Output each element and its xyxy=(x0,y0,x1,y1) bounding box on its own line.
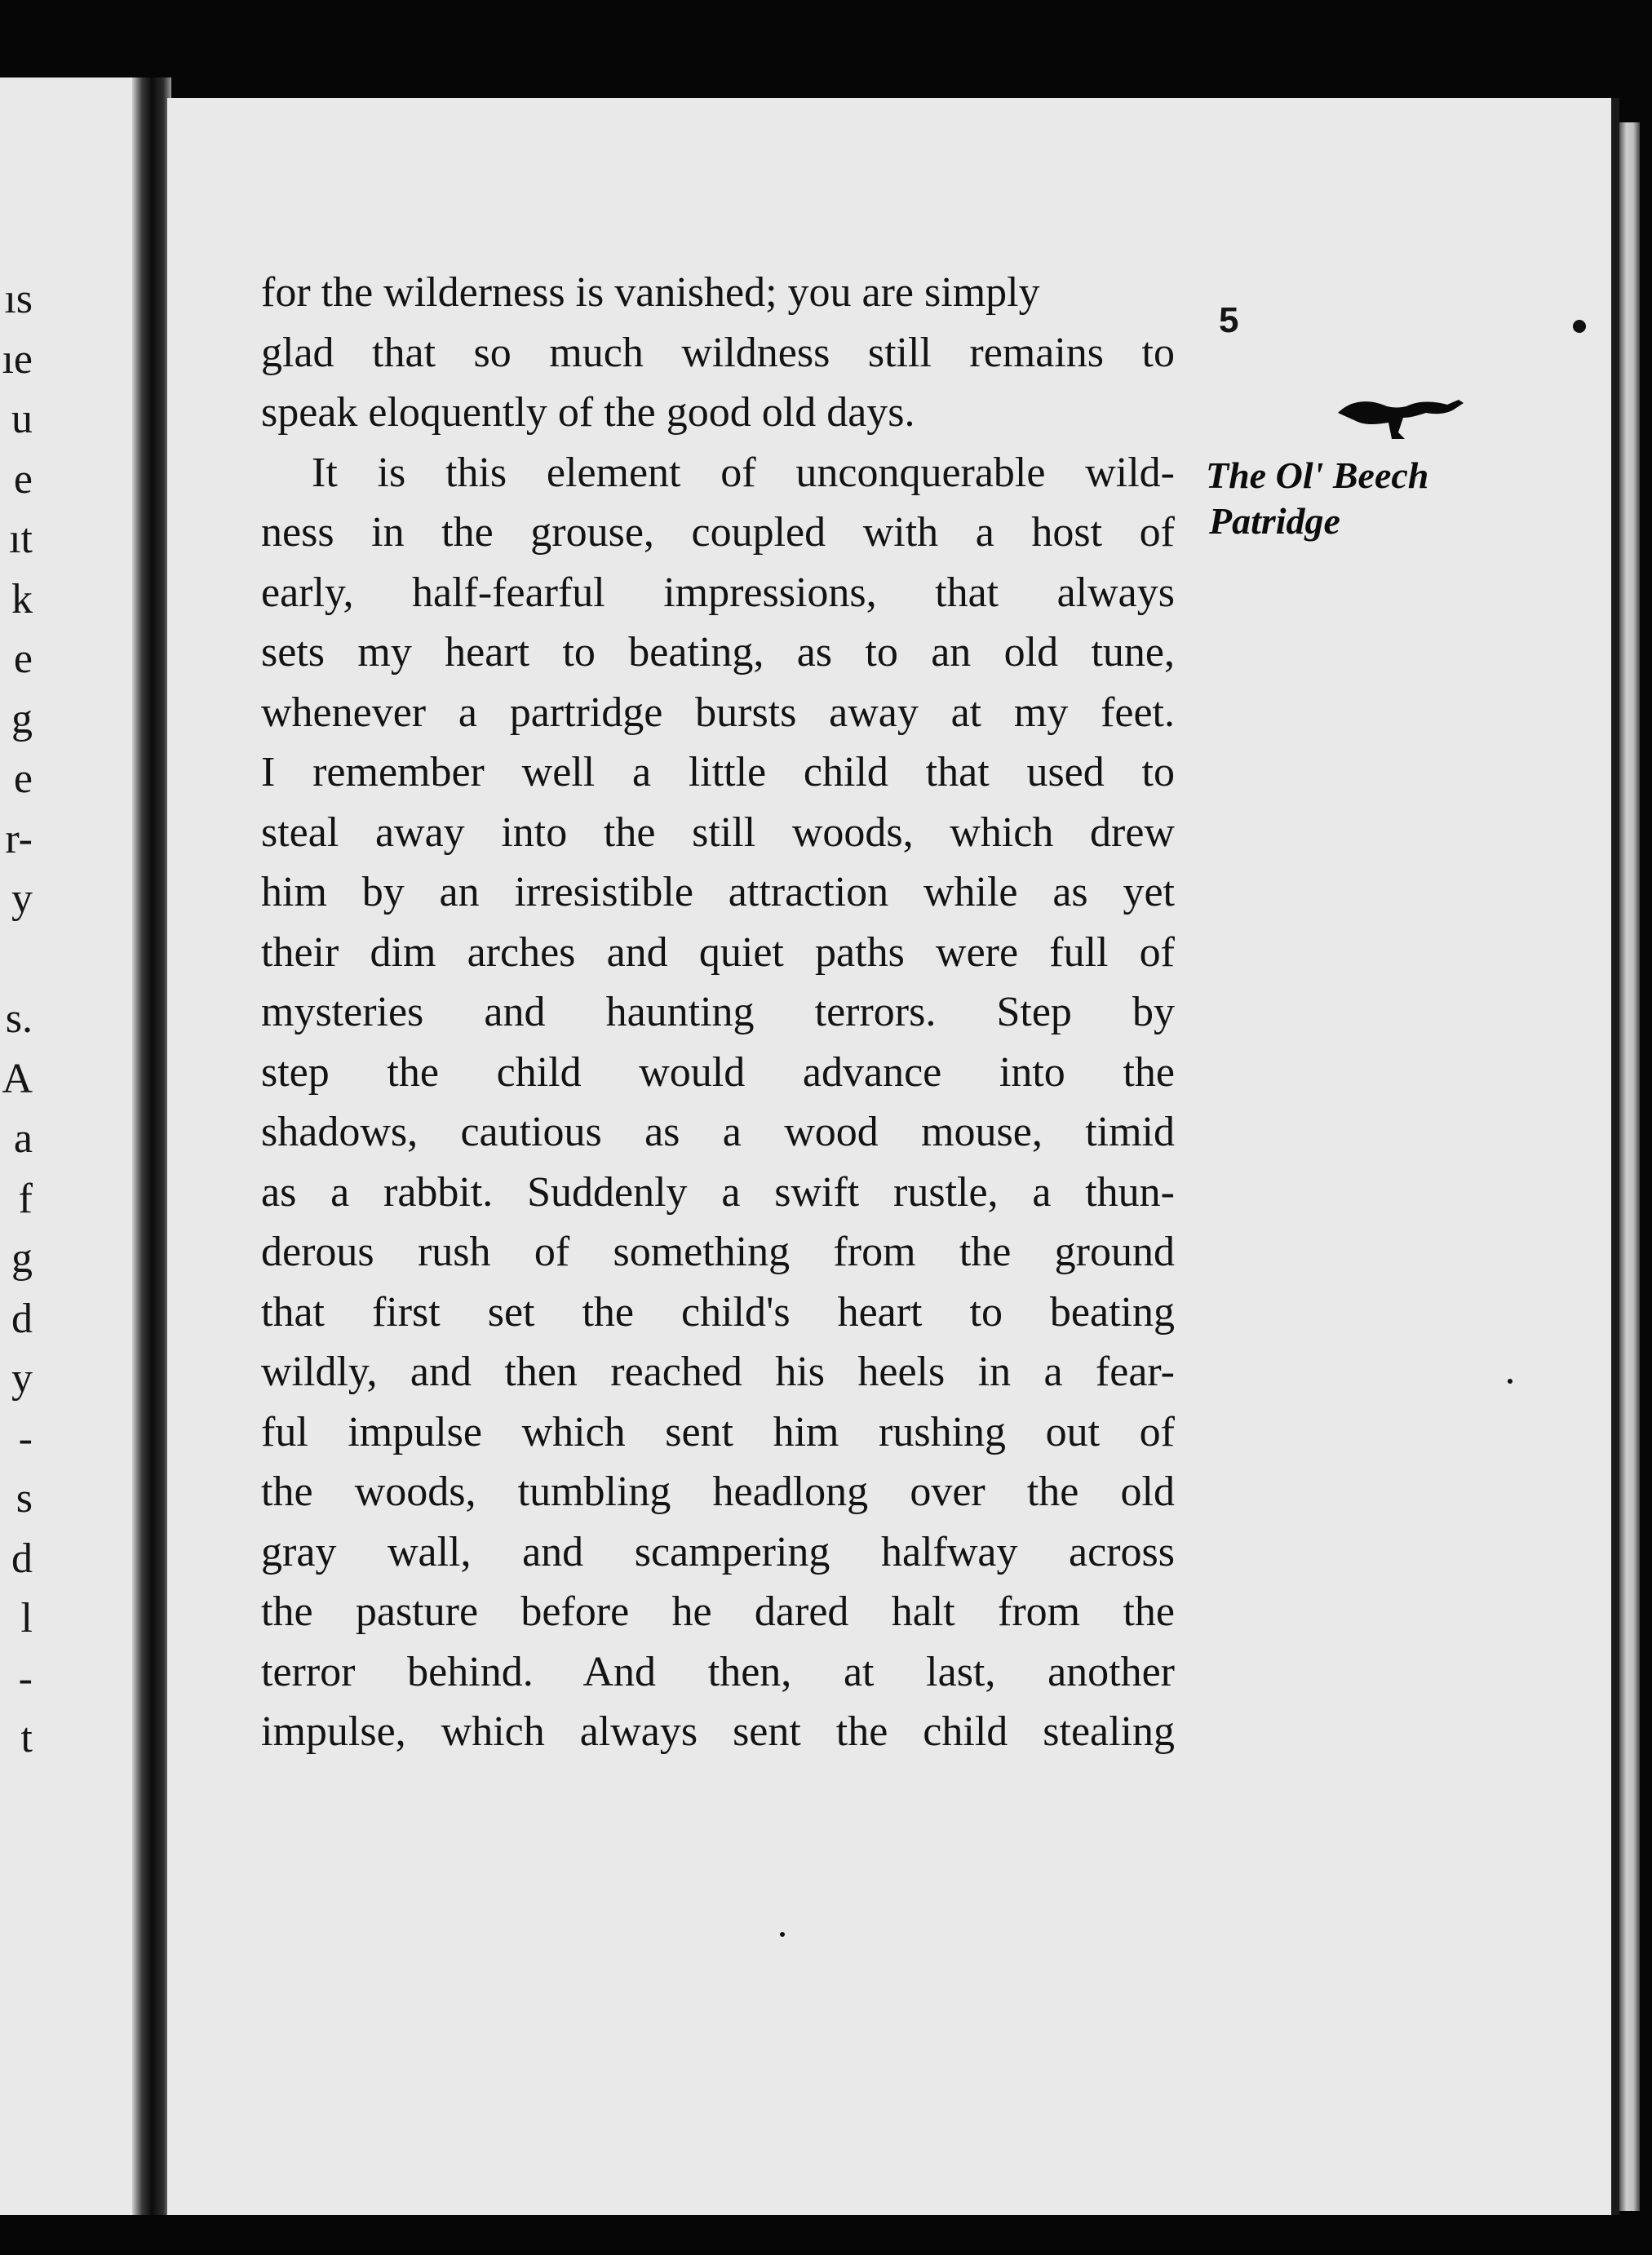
running-title-line: The Ol' Beech xyxy=(1206,454,1429,496)
text-line: shadows, cautious as a wood mouse, timid xyxy=(261,1109,1175,1155)
left-fragment: s. xyxy=(5,995,33,1042)
left-fragment: ıs xyxy=(4,276,33,322)
left-fragment: k xyxy=(11,575,33,622)
text-line: the woods, tumbling headlong over the old xyxy=(261,1469,1175,1515)
text-line: early, half-fearful impressions, that always xyxy=(261,569,1175,616)
left-fragment: e xyxy=(13,755,33,802)
text-line: It is this element of unconquerable wild- xyxy=(312,449,1175,496)
running-title xyxy=(1206,453,1516,544)
left-fragment: y xyxy=(11,875,33,922)
left-fragment: g xyxy=(11,695,33,742)
left-fragment: e xyxy=(13,636,33,682)
ink-speck xyxy=(780,1932,785,1937)
ink-speck xyxy=(1573,320,1586,333)
text-line: terror behind. And then, at last, another xyxy=(261,1648,1175,1695)
text-line: him by an irresistible attraction while as yet xyxy=(261,869,1175,915)
text-line: ness in the grouse, coupled with a host of xyxy=(261,509,1175,556)
body-text xyxy=(261,263,1175,1762)
left-fragment: y xyxy=(11,1355,33,1402)
text-line: sets my heart to beating, as to an old tune, xyxy=(261,629,1175,676)
left-fragment: e xyxy=(13,455,33,503)
left-fragment: r- xyxy=(5,815,33,862)
left-fragment: a xyxy=(13,1115,33,1162)
text-line: as a rabbit. Suddenly a swift rustle, a thun- xyxy=(261,1168,1175,1216)
left-fragment xyxy=(0,929,33,990)
left-fragment: s xyxy=(16,1475,33,1522)
text-line: speak eloquently of the good old days. xyxy=(261,389,915,436)
left-page-fragments xyxy=(0,269,33,1769)
text-line: gray wall, and scampering halfway across xyxy=(261,1528,1175,1575)
text-line: ful impulse which sent him rushing out of xyxy=(261,1408,1175,1455)
page-edge xyxy=(1619,122,1640,2211)
text-line: glad that so much wildness still remains to xyxy=(261,329,1175,376)
left-fragment: g xyxy=(11,1235,33,1282)
left-fragment: A xyxy=(2,1055,33,1102)
left-fragment: u xyxy=(11,396,33,442)
text-line: their dim arches and quiet paths were full of xyxy=(261,928,1175,976)
text-line: mysteries and haunting terrors. Step by xyxy=(261,989,1175,1035)
text-line: derous rush of something from the ground xyxy=(261,1229,1175,1275)
partridge-bird-icon xyxy=(1335,390,1465,447)
text-line: steal away into the still woods, which drew xyxy=(261,809,1175,856)
left-fragment: - xyxy=(18,1655,33,1702)
left-fragment: - xyxy=(18,1415,33,1462)
page-number: 5 xyxy=(1219,300,1239,340)
left-fragment: ıe xyxy=(2,335,33,383)
text-line: wildly, and then reached his heels in a fear- xyxy=(261,1349,1175,1395)
left-fragment: d xyxy=(11,1295,33,1342)
left-fragment: l xyxy=(20,1595,33,1641)
text-line: impulse, which always sent the child stealing xyxy=(261,1708,1175,1755)
text-line: step the child would advance into the xyxy=(261,1048,1175,1096)
running-title-line: Patridge xyxy=(1209,500,1340,542)
ink-speck xyxy=(1508,1379,1512,1384)
text-line: I remember well a little child that used to xyxy=(261,749,1175,795)
left-fragment: d xyxy=(11,1535,33,1582)
text-line: the pasture before he dared halt from the xyxy=(261,1588,1175,1635)
text-line: for the wilderness is vanished; you are simply xyxy=(261,269,1040,316)
left-fragment: ıt xyxy=(9,516,33,562)
book-gutter xyxy=(132,78,171,2215)
left-fragment: t xyxy=(20,1715,33,1761)
text-line: whenever a partridge bursts away at my feet. xyxy=(261,689,1175,736)
text-line: that first set the child's heart to beating xyxy=(261,1288,1175,1336)
left-fragment: f xyxy=(18,1175,33,1222)
